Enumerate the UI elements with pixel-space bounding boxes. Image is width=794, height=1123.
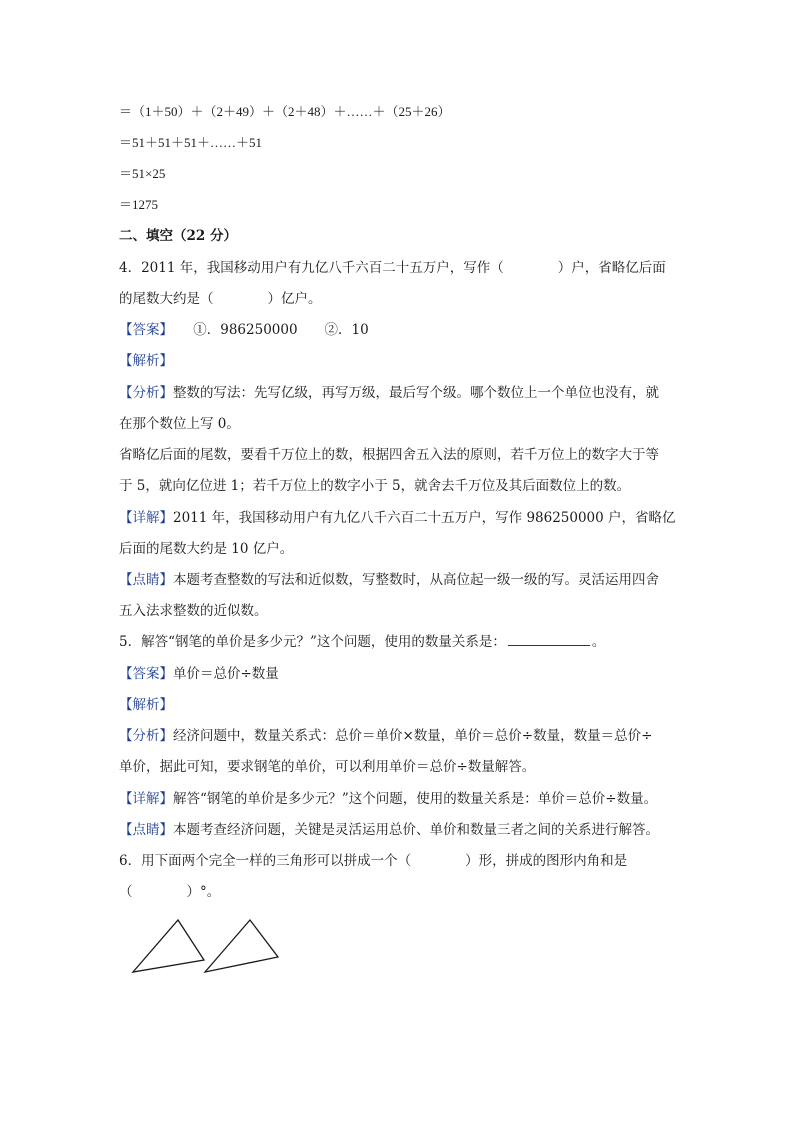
section-heading: 二、填空（22 分）	[119, 228, 237, 244]
math-step-3: ＝51×25	[119, 166, 166, 181]
q6-question-line-1: 6．用下面两个完全一样的三角形可以拼成一个（ ）形，拼成的图形内角和是	[119, 853, 628, 869]
q5-dianjing-text-1: 本题考查经济问题，关键是灵活运用总价、单价和数量三者之间的关系进行解答。	[173, 822, 659, 838]
triangles-figure	[130, 915, 290, 980]
q4-dianjing-line-2: 五入法求整数的近似数。	[119, 603, 268, 619]
q4-dianjing-line-1	[119, 571, 659, 589]
q4-xiangjie-line-1	[119, 509, 676, 527]
answer-tag: 【答案】	[119, 666, 173, 682]
q4-analysis-tag	[119, 352, 173, 370]
dianjing-tag: 【点睛】	[119, 572, 173, 588]
math-step-4: ＝1275	[119, 197, 159, 212]
analysis-tag: 【解析】	[119, 697, 173, 713]
q6-question-line-2: （ ）°。	[119, 884, 221, 900]
math-step-2: ＝51＋51＋51＋……＋51	[119, 135, 263, 150]
q5-fenxi-line-2: 单价，据此可知，要求钢笔的单价，可以利用单价＝总价÷数量解答。	[119, 759, 536, 775]
q4-xiangjie-text-1: 2011 年，我国移动用户有九亿八千六百二十五万户，写作 986250000 户，省略亿	[173, 510, 676, 526]
q4-question-line-1: 4．2011 年，我国移动用户有九亿八千六百二十五万户，写作（ ）户，省略亿后面	[119, 260, 666, 276]
q4-answer	[119, 321, 369, 339]
q5-xiangjie-line-1	[119, 790, 657, 808]
q4-question-line-2: 的尾数大约是（ ）亿户。	[119, 291, 322, 307]
q4-fenxi-line-3: 省略亿后面的尾数，要看千万位上的数，根据四舍五入法的原则，若千万位上的数字大于等	[119, 447, 659, 463]
q5-answer-text: 单价＝总价÷数量	[173, 666, 279, 682]
q4-dianjing-text-1: 本题考查整数的写法和近似数，写整数时，从高位起一级一级的写。灵活运用四舍	[173, 572, 659, 588]
triangle-right	[205, 920, 278, 972]
fenxi-tag: 【分析】	[119, 385, 173, 401]
q4-fenxi-line-1	[119, 384, 659, 402]
analysis-tag: 【解析】	[119, 353, 173, 369]
q5-analysis-tag	[119, 696, 173, 714]
q5-fenxi-text-1: 经济问题中，数量关系式：总价＝单价×数量，单价＝总价÷数量，数量＝总价÷	[173, 728, 653, 744]
xiangjie-tag: 【详解】	[119, 791, 173, 807]
xiangjie-tag: 【详解】	[119, 510, 173, 526]
q5-fenxi-line-1	[119, 727, 652, 745]
q5-answer	[119, 665, 279, 683]
q5-question-line-1	[119, 633, 605, 651]
fenxi-tag: 【分析】	[119, 728, 173, 744]
q5-xiangjie-text-1: 解答“钢笔的单价是多少元？”这个问题，使用的数量关系是：单价＝总价÷数量。	[173, 791, 658, 807]
q5-question-text: 5．解答“钢笔的单价是多少元？”这个问题，使用的数量关系是：	[119, 634, 506, 650]
math-step-1: ＝（1＋50）＋（2＋49）＋（2＋48）＋……＋（25＋26）	[119, 104, 451, 119]
triangle-left	[133, 920, 204, 972]
dianjing-tag: 【点睛】	[119, 822, 173, 838]
q4-xiangjie-line-2: 后面的尾数大约是 10 亿户。	[119, 541, 294, 557]
q4-fenxi-line-2: 在那个数位上写 0。	[119, 416, 240, 432]
q4-fenxi-text-1: 整数的写法：先写亿级，再写万级，最后写个级。哪个数位上一个单位也没有，就	[173, 385, 659, 401]
answer-tag: 【答案】	[119, 322, 167, 338]
q4-answer-text: ①．986250000 ②．10	[166, 322, 369, 338]
q5-question-end: 。	[591, 634, 606, 650]
q4-fenxi-line-4: 于 5，就向亿位进 1；若千万位上的数字小于 5，就舍去千万位及其后面数位上的数。	[119, 478, 631, 494]
q5-answer-blank[interactable]	[508, 633, 590, 646]
q5-dianjing-line-1	[119, 821, 659, 839]
